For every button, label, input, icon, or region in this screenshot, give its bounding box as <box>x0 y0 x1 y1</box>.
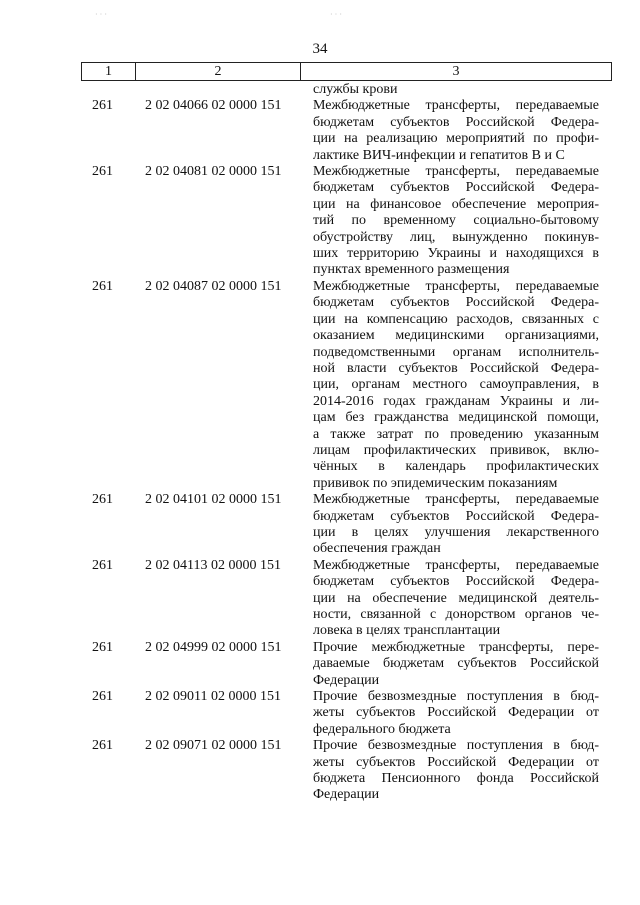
description-line: жеты субъектов Российской Федерации от <box>313 754 599 770</box>
table-row <box>0 738 640 804</box>
description-line: Прочие безвозмездные поступления в бюд- <box>313 689 599 705</box>
description-line: ной власти субъектов Российской Федера- <box>313 360 599 376</box>
admin-code-cell: 261 <box>92 557 113 573</box>
description-line: ших территорию Украины и находящихся в <box>313 246 599 262</box>
description-cell <box>313 492 599 558</box>
admin-code-cell: 261 <box>92 492 113 508</box>
description-line: Межбюджетные трансферты, передаваемые <box>313 164 599 180</box>
admin-code-cell: 261 <box>92 98 113 114</box>
description-cell <box>313 98 599 164</box>
budget-code-cell: 2 02 04087 02 0000 151 <box>145 278 282 294</box>
description-line: Межбюджетные трансферты, передаваемые <box>313 98 599 114</box>
budget-code-cell: 2 02 09011 02 0000 151 <box>145 689 281 705</box>
description-cell <box>313 558 599 640</box>
description-line: даваемые бюджетам субъектов Российской <box>313 656 599 672</box>
table-row <box>0 640 640 689</box>
description-line: Федерации <box>313 787 380 803</box>
description-line: ловека в целях трансплантации <box>313 623 501 639</box>
description-line: ции на обеспечение медицинской деятель- <box>313 590 599 606</box>
table-row <box>0 558 640 640</box>
admin-code-cell: 261 <box>92 639 113 655</box>
description-line: Межбюджетные трансферты, передаваемые <box>313 278 599 294</box>
description-line: ции, органам местного самоуправления, в <box>313 377 599 393</box>
table-header <box>81 62 612 81</box>
description-line: прививок по эпидемическим показаниям <box>313 475 558 491</box>
scan-artifact: · · · <box>330 10 342 19</box>
description-line: пунктах временного размещения <box>313 262 510 278</box>
budget-code-cell: 2 02 04999 02 0000 151 <box>145 639 282 655</box>
description-line: бюджета Пенсионного фонда Российской <box>313 771 599 787</box>
description-line: бюджетам субъектов Российской Федера- <box>313 295 599 311</box>
description-line: обустройству лиц, вынужденно покинув- <box>313 229 599 245</box>
description-line: службы крови <box>313 82 398 97</box>
budget-code-cell: 2 02 04081 02 0000 151 <box>145 164 282 180</box>
description-cell <box>313 164 599 279</box>
description-line: Прочие безвозмездные поступления в бюд- <box>313 738 599 754</box>
description-line: лицам профилактических прививок, вклю- <box>313 442 599 458</box>
header-cell-2: 2 <box>136 63 301 80</box>
description-line: цам без гражданства медицинской помощи, <box>313 410 599 426</box>
table-row <box>0 164 640 279</box>
description-line: Прочие межбюджетные трансферты, пере- <box>313 639 599 655</box>
description-line: ции на финансовое обеспечение мероприя- <box>313 196 599 212</box>
description-cell <box>313 279 599 492</box>
budget-code-cell: 2 02 04066 02 0000 151 <box>145 98 282 114</box>
description-line: бюджетам субъектов Российской Федера- <box>313 508 599 524</box>
description-line: ции на реализацию мероприятий по профи- <box>313 131 599 147</box>
table-row <box>0 279 640 492</box>
scan-artifact: · · · <box>95 10 107 19</box>
table-row <box>0 689 640 738</box>
description-line: ности, связанной с донорством органов че- <box>313 607 599 622</box>
description-line: оказанием медицинскими организациями, <box>313 328 599 344</box>
description-line: тий по временному социально-бытовому <box>313 213 599 229</box>
description-cell <box>313 640 599 689</box>
description-line: ции на компенсацию расходов, связанных с <box>313 311 599 327</box>
admin-code-cell: 261 <box>92 689 113 705</box>
description-line: жеты субъектов Российской Федерации от <box>313 705 599 721</box>
description-line: а также затрат по проведению указанным <box>313 426 599 442</box>
header-cell-1: 1 <box>82 63 136 80</box>
admin-code-cell: 261 <box>92 164 113 180</box>
header-cell-3: 3 <box>452 64 460 79</box>
description-line: федерального бюджета <box>313 721 451 737</box>
description-line: бюджетам субъектов Российской Федера- <box>313 574 599 590</box>
description-line: подведомственными органам исполнитель- <box>313 344 599 360</box>
description-line: ции в целях улучшения лекарственного <box>313 524 599 540</box>
table-row <box>0 82 640 98</box>
table-row <box>0 98 640 164</box>
table-body <box>0 82 640 804</box>
admin-code-cell: 261 <box>92 278 113 294</box>
description-line: бюджетам субъектов Российской Федера- <box>313 114 599 130</box>
description-line: бюджетам субъектов Российской Федера- <box>313 180 599 196</box>
description-line: Межбюджетные трансферты, передаваемые <box>313 492 599 508</box>
description-cell <box>313 82 599 98</box>
description-line: обеспечения граждан <box>313 541 441 557</box>
budget-code-cell: 2 02 09071 02 0000 151 <box>145 738 282 754</box>
budget-code-cell: 2 02 04101 02 0000 151 <box>145 492 282 508</box>
description-line: 2014-2016 годах гражданам Украины и ли- <box>313 393 599 409</box>
page-number: 34 <box>312 41 328 57</box>
description-cell <box>313 738 599 804</box>
description-line: чённых в календарь профилактических <box>313 459 599 475</box>
description-cell <box>313 689 599 738</box>
description-line: лактике ВИЧ-инфекции и гепатитов В и С <box>313 147 565 163</box>
admin-code-cell: 261 <box>92 738 113 754</box>
description-line: Межбюджетные трансферты, передаваемые <box>313 557 599 573</box>
description-line: Федерации <box>313 672 380 688</box>
budget-code-cell: 2 02 04113 02 0000 151 <box>145 557 281 573</box>
table-row <box>0 492 640 558</box>
